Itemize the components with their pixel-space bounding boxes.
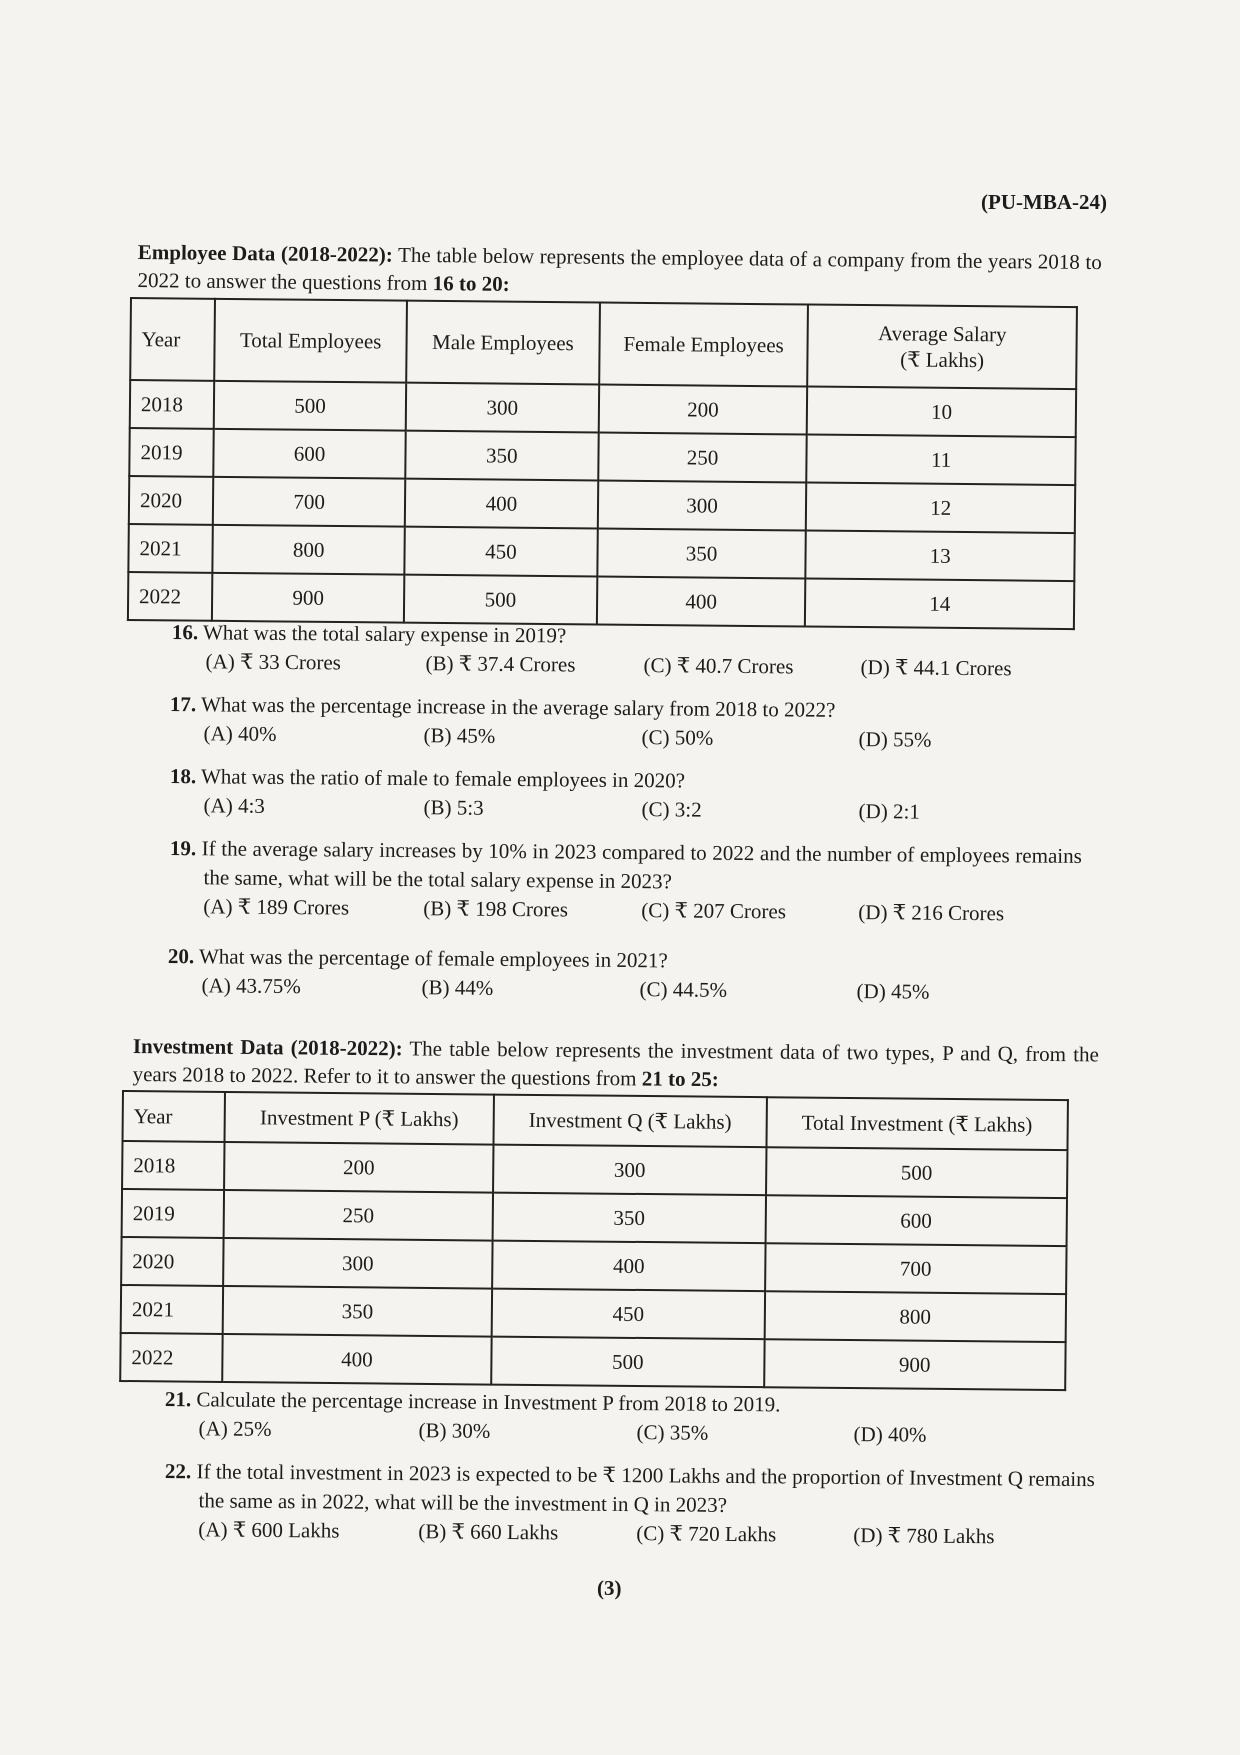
- question-text: What was the percentage increase in the average salary from 2018 to 2022?: [200, 692, 836, 722]
- table-cell: 2021: [128, 524, 213, 573]
- question-21: [164, 1385, 1074, 1454]
- intro-text: The table below represents the investment data of two types, P and Q, from the years 2018 to 2022. Refer to it to answer the questions from: [132, 1036, 1099, 1091]
- table-cell: 250: [598, 433, 807, 483]
- table-cell: 600: [765, 1195, 1067, 1246]
- investment-data-intro: [133, 1032, 1099, 1096]
- option-c: (C) ₹ 207 Crores: [641, 898, 787, 924]
- option-c: (C) ₹ 40.7 Crores: [643, 653, 794, 679]
- option-a: (A) ₹ 33 Crores: [205, 649, 341, 675]
- column-header: Female Employees: [599, 303, 808, 387]
- table-cell: 13: [806, 531, 1075, 582]
- option-a: (A) ₹ 600 Lakhs: [198, 1517, 340, 1543]
- option-row: [201, 971, 1077, 1011]
- option-d: (D) 2:1: [858, 799, 920, 824]
- table-cell: 400: [597, 576, 806, 626]
- table-cell: 350: [493, 1193, 766, 1244]
- table-cell: 600: [214, 429, 406, 479]
- table-cell: 450: [404, 527, 597, 577]
- intro-heading: Employee Data (2018-2022):: [137, 239, 393, 267]
- question-text: Calculate the percentage increase in Investment P from 2018 to 2019.: [196, 1387, 781, 1417]
- employee-data-intro: [137, 238, 1102, 304]
- option-b: (B) ₹ 660 Lakhs: [418, 1519, 559, 1545]
- option-a: (A) 4:3: [203, 793, 265, 818]
- table-cell: 2020: [129, 476, 214, 525]
- table-cell: 300: [493, 1145, 766, 1196]
- table-cell: 350: [597, 528, 806, 578]
- table-row: [120, 1333, 1065, 1390]
- option-c: (C) ₹ 720 Lakhs: [636, 1521, 777, 1547]
- question-16: [171, 618, 1081, 687]
- option-b: (B) 45%: [423, 723, 496, 748]
- table-cell: 350: [222, 1286, 492, 1337]
- investment-data-table: [119, 1090, 1069, 1391]
- question-text: What was the ratio of male to female employees in 2020?: [200, 764, 686, 793]
- option-b: (B) ₹ 37.4 Crores: [425, 651, 576, 677]
- option-b: (B) 30%: [418, 1418, 491, 1443]
- column-header: Investment Q (₹ Lakhs): [494, 1095, 767, 1148]
- table-cell: 400: [492, 1241, 765, 1292]
- column-header: Year: [130, 298, 215, 381]
- intro-text: The table below represents the employee data of a company from the years 2018 to 2022 to answer the questions from: [137, 242, 1102, 296]
- option-d: (D) 40%: [853, 1422, 927, 1447]
- table-cell: 300: [223, 1238, 493, 1289]
- question-17: [169, 690, 1079, 759]
- option-d: (D) ₹ 216 Crores: [858, 900, 1005, 926]
- table-header-row: [123, 1091, 1068, 1150]
- question-number: 21.: [164, 1386, 192, 1412]
- option-a: (A) 43.75%: [201, 973, 301, 999]
- option-d: (D) 55%: [858, 727, 932, 752]
- question-number: 20.: [167, 943, 195, 969]
- table-cell: 2020: [121, 1237, 223, 1286]
- table-cell: 400: [405, 479, 598, 529]
- table-cell: 11: [807, 435, 1076, 486]
- column-header: Year: [123, 1091, 225, 1142]
- option-d: (D) ₹ 44.1 Crores: [860, 655, 1012, 681]
- table-cell: 700: [765, 1243, 1067, 1294]
- option-b: (B) 44%: [421, 975, 494, 1000]
- table-cell: 500: [766, 1147, 1068, 1198]
- employee-data-table: [127, 297, 1078, 630]
- question-18: [169, 762, 1079, 831]
- option-row: [203, 892, 1081, 932]
- column-header-unit: (₹ Lakhs): [900, 347, 985, 373]
- table-cell: 2022: [120, 1333, 222, 1382]
- page-number: (3): [597, 1576, 622, 1600]
- table-cell: 300: [598, 481, 807, 531]
- table-cell: 2022: [128, 572, 213, 621]
- option-c: (C) 44.5%: [639, 977, 728, 1002]
- option-c: (C) 3:2: [641, 797, 702, 822]
- column-header-line: Average Salary: [878, 321, 1007, 347]
- table-cell: 300: [406, 383, 599, 433]
- option-a: (A) 25%: [198, 1416, 272, 1441]
- question-number: 18.: [169, 763, 197, 789]
- table-cell: 10: [807, 387, 1076, 438]
- question-number: 16.: [171, 619, 199, 645]
- column-header: Investment P (₹ Lakhs): [224, 1092, 494, 1145]
- option-c: (C) 50%: [641, 725, 714, 750]
- option-d: (D) ₹ 780 Lakhs: [853, 1523, 995, 1549]
- question-text: What was the total salary expense in 2019?: [202, 620, 567, 648]
- table-cell: 800: [213, 525, 405, 575]
- question-19: [169, 834, 1082, 932]
- table-cell: 700: [213, 477, 405, 527]
- column-header: [808, 305, 1077, 390]
- table-cell: 250: [223, 1190, 493, 1241]
- table-cell: 12: [806, 483, 1075, 534]
- option-row: [203, 791, 1079, 831]
- question-number: 17.: [169, 691, 197, 717]
- option-row: [205, 647, 1081, 687]
- question-number: 19.: [169, 835, 197, 861]
- table-cell: 900: [764, 1339, 1066, 1390]
- table-cell: 14: [805, 578, 1074, 629]
- question-20: [167, 942, 1077, 1011]
- intro-range: 21 to 25:: [641, 1066, 719, 1092]
- option-row: [203, 719, 1079, 759]
- question-text: If the total investment in 2023 is expected to be ₹ 1200 Lakhs and the proportion of Investment Q remains the same as in 2022, what will be the investment in Q in 2023?: [196, 1459, 1095, 1517]
- question-text: What was the percentage of female employees in 2021?: [198, 944, 668, 973]
- table-header-row: [130, 298, 1077, 389]
- question-22: [164, 1457, 1095, 1555]
- option-a: (A) 40%: [203, 721, 277, 746]
- intro-heading: Investment Data (2018-2022):: [132, 1033, 403, 1061]
- paper-code: (PU-MBA-24): [981, 190, 1107, 214]
- intro-range: 16 to 20:: [432, 271, 510, 296]
- table-cell: 900: [212, 573, 404, 623]
- column-header: Total Investment (₹ Lakhs): [766, 1097, 1068, 1150]
- table-cell: 200: [598, 385, 807, 435]
- question-text: If the average salary increases by 10% in 2023 compared to 2022 and the number of employees remains the same, what will be the total salary expense in 2023?: [201, 836, 1082, 894]
- option-row: [198, 1414, 1074, 1454]
- table-cell: 400: [222, 1334, 492, 1385]
- column-header: Total Employees: [214, 299, 406, 383]
- table-cell: 2021: [121, 1285, 223, 1334]
- table-cell: 200: [224, 1142, 494, 1193]
- table-cell: 350: [405, 431, 598, 481]
- option-d: (D) 45%: [856, 979, 930, 1004]
- option-b: (B) 5:3: [423, 795, 484, 820]
- option-a: (A) ₹ 189 Crores: [203, 894, 350, 920]
- option-c: (C) 35%: [636, 1420, 709, 1445]
- table-cell: 2018: [122, 1141, 224, 1190]
- table-cell: 500: [404, 575, 597, 625]
- question-number: 22.: [164, 1458, 192, 1484]
- table-cell: 500: [491, 1337, 764, 1388]
- table-cell: 2018: [130, 380, 215, 429]
- option-b: (B) ₹ 198 Crores: [423, 896, 569, 922]
- table-cell: 500: [214, 381, 406, 431]
- table-cell: 450: [492, 1289, 765, 1340]
- table-cell: 2019: [122, 1189, 224, 1238]
- table-cell: 2019: [129, 428, 214, 477]
- table-cell: 800: [764, 1291, 1066, 1342]
- option-row: [198, 1515, 1094, 1555]
- column-header: Male Employees: [406, 301, 600, 385]
